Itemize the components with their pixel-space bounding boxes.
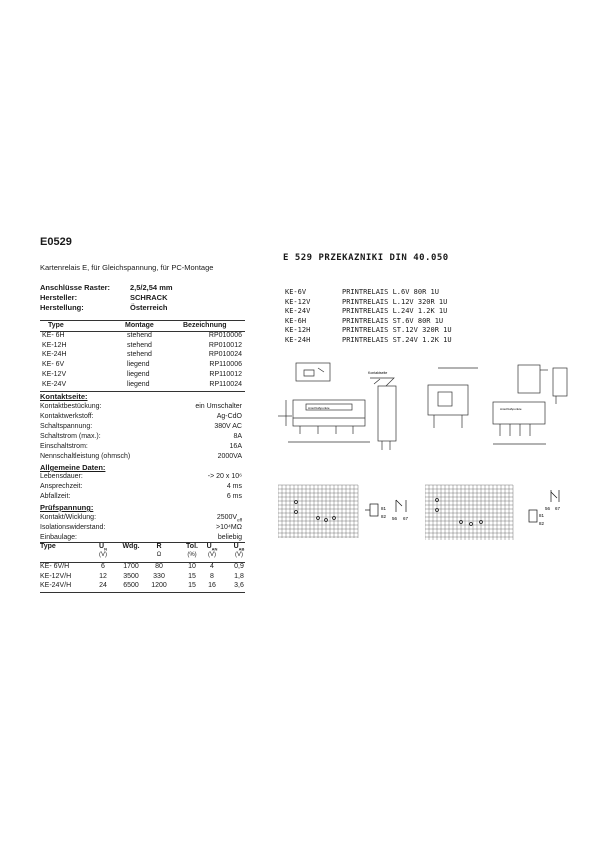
coil-cell: 1700 <box>123 563 139 570</box>
relay-dimension-drawings <box>278 360 578 465</box>
relay-base-view <box>493 402 545 424</box>
pin-label-67: 67 <box>403 516 409 521</box>
meta-value-raster: 2,5/2,54 mm <box>130 283 173 292</box>
pcb-grid-liegend <box>278 480 438 540</box>
coil-header-text: R <box>156 543 162 550</box>
coil-header-text: U <box>99 543 105 550</box>
coil-cell: KE-24V/H <box>40 582 72 589</box>
right-type-cell: KE-12H <box>285 326 311 335</box>
section-kontaktseite: Kontaktseite: <box>40 392 88 401</box>
coil-unit-cell: Ω <box>156 552 162 558</box>
coil-header-sub: AN <box>211 546 218 552</box>
spec-value: 8A <box>233 433 242 440</box>
section-allgemein: Allgemeine Daten: <box>40 463 106 472</box>
coil-header-cell <box>203 543 221 551</box>
coil-header-text: Type <box>40 543 56 550</box>
coil-cell: KE- 6V/H <box>40 563 70 570</box>
coil-table-bottom-rule <box>40 592 245 593</box>
coil-header-text: U <box>233 543 239 550</box>
type-cell: KE-24H <box>42 351 67 359</box>
spec-label: Lebensdauer: <box>40 473 83 480</box>
right-type-cell: KE-6H <box>285 316 307 325</box>
coil-header-text: Wdg. <box>122 543 140 550</box>
right-desc-cell: PRINTRELAIS ST.6V 80R 1U <box>342 316 444 325</box>
coil-header-cell <box>150 543 168 550</box>
coil-cell: 4 <box>210 563 214 570</box>
coil-unit-cell: (V) <box>235 552 243 558</box>
coil-header-cell <box>229 543 249 551</box>
montage-cell: stehend <box>127 332 152 339</box>
document-code: E0529 <box>40 236 72 248</box>
spec-value: Ag-CdO <box>216 413 242 420</box>
spec-value: ein Umschalter <box>195 403 242 410</box>
spec-label: Kontaktbestückung: <box>40 403 102 410</box>
bezeichnung-cell: RP010024 <box>208 351 242 359</box>
spec-value: 380V AC <box>214 423 242 430</box>
montage-cell: liegend <box>127 370 150 378</box>
right-desc-cell: PRINTRELAIS L.6V 80R 1U <box>342 288 439 296</box>
meta-value-herstellung: Österreich <box>130 303 168 312</box>
spec-label: Kontakt/Wicklung: <box>40 514 97 521</box>
type-cell: KE- 6V <box>42 361 65 369</box>
spec-label: Nennschaltleistung (ohmsch) <box>40 453 131 460</box>
spec-label: Schaltstrom (max.): <box>40 433 101 440</box>
pcb-grid-stehend <box>425 480 575 550</box>
spec-value-subscript: eff <box>237 517 242 523</box>
coil-cell: KE-12V/H <box>40 572 72 580</box>
coil-header-sub: N <box>104 546 107 552</box>
coil-cell: 15 <box>188 572 196 580</box>
right-desc-cell: PRINTRELAIS ST.24V 1.2K 1U <box>342 336 452 344</box>
coil-cell: 0,9 <box>234 563 244 570</box>
spec-label: Ansprechzeit: <box>40 483 83 490</box>
right-title: E 529 PRZEKAZNIKI DIN 40.050 <box>283 253 449 263</box>
type-cell: KE- 6H <box>42 332 65 339</box>
type-cell: KE-24V <box>42 380 67 388</box>
coil-cell: 16 <box>208 582 216 589</box>
montage-cell: stehend <box>127 341 152 349</box>
coil-header-cell <box>94 543 112 551</box>
montage-cell: stehend <box>127 351 152 359</box>
spec-label: Kontaktwerkstoff: <box>40 413 94 420</box>
coil-cell: 3500 <box>123 572 139 580</box>
coil-cell: 6 <box>101 563 105 570</box>
coil-label-82-b: 82 <box>539 521 545 526</box>
section-pruefspannung: Prüfspannung: <box>40 503 94 512</box>
spec-value: >10⁴MΩ <box>216 524 242 531</box>
coil-cell: 80 <box>155 563 163 570</box>
right-type-cell: KE-12V <box>285 297 311 306</box>
spec-label: Isolationswiderstand: <box>40 524 106 531</box>
coil-cell: 1,8 <box>234 572 244 580</box>
drawing-label-anschluss-2: Anschlußpunkte <box>500 407 522 411</box>
type-table-header-bezeichnung: Bezeichnung <box>183 322 227 329</box>
coil-cell: 1200 <box>151 582 167 589</box>
coil-cell: 10 <box>188 563 196 570</box>
bezeichnung-cell: RP110012 <box>209 370 242 378</box>
spec-value: 6 ms <box>226 493 242 500</box>
coil-cell: 3,6 <box>234 582 244 589</box>
pin-label-56: 56 <box>392 516 398 521</box>
meta-key-hersteller: Hersteller: <box>40 293 78 302</box>
meta-key-herstellung: Herstellung: <box>40 303 84 312</box>
right-desc-cell: PRINTRELAIS L.24V 1.2K 1U <box>342 307 448 316</box>
bezeichnung-cell: RP010006 <box>208 332 242 339</box>
spec-value: beliebig <box>217 534 242 541</box>
type-table-header-montage: Montage <box>125 322 154 329</box>
coil-header-cell <box>180 543 204 550</box>
relay-side-right <box>553 368 567 396</box>
spec-label: Abfallzeit: <box>40 493 71 500</box>
meta-value-hersteller: SCHRACK <box>130 293 168 302</box>
right-desc-cell: PRINTRELAIS ST.12V 320R 1U <box>342 326 452 335</box>
type-cell: KE-12V <box>42 370 67 378</box>
right-type-cell: KE-24V <box>285 307 311 316</box>
right-type-cell: KE-24H <box>285 336 311 344</box>
coil-unit-cell: (V) <box>99 552 107 558</box>
montage-cell: liegend <box>127 361 150 369</box>
coil-unit-cell: (V) <box>208 552 216 558</box>
coil-header-text: Tol. <box>186 543 198 550</box>
coil-symbol-a <box>370 504 378 516</box>
relay-standing-outline <box>428 385 468 415</box>
coil-header-text: U <box>206 543 212 550</box>
coil-unit-cell: (%) <box>187 552 197 558</box>
pin-label-56-b: 56 <box>545 506 551 511</box>
coil-cell: 15 <box>188 582 196 589</box>
right-desc-cell: PRINTRELAIS L.12V 320R 1U <box>342 297 448 306</box>
spec-value-text: 2500V <box>216 514 238 521</box>
spec-label: Einbaulage: <box>40 534 77 541</box>
spec-label: Schaltspannung: <box>40 423 93 430</box>
coil-header-cell <box>117 543 145 550</box>
coil-cell: 12 <box>99 572 107 580</box>
bezeichnung-cell: RP110024 <box>209 380 242 388</box>
coil-cell: 6500 <box>123 582 139 589</box>
montage-cell: liegend <box>127 380 150 388</box>
type-table-header-type: Type <box>48 322 64 329</box>
meta-key-raster: Anschlüsse Raster: <box>40 283 111 292</box>
spec-value: 16A <box>229 443 242 450</box>
relay-front-view <box>378 386 396 441</box>
coil-cell: 8 <box>210 572 214 580</box>
bezeichnung-cell: RP010012 <box>208 341 242 349</box>
pin-label-67-b: 67 <box>555 506 561 511</box>
coil-label-81-b: 81 <box>539 513 545 518</box>
bezeichnung-cell: RP110006 <box>209 361 242 369</box>
coil-label-82: 82 <box>381 514 387 519</box>
relay-top-view-box <box>296 363 330 381</box>
coil-cell: 330 <box>153 572 165 580</box>
spec-value: -> 20 x 10⁶ <box>207 473 242 480</box>
coil-cell: 24 <box>99 582 107 589</box>
coil-symbol-b <box>529 510 537 522</box>
drawing-label-kontakt: Kontaktseite <box>368 371 388 375</box>
spec-label: Einschaltstrom: <box>40 443 88 450</box>
drawing-label-anschluss: Anschlußpunkte <box>308 406 330 410</box>
spec-value: 2000VA <box>217 453 242 460</box>
document-subtitle: Kartenrelais E, für Gleichspannung, für PC-Montage <box>40 263 214 272</box>
type-cell: KE-12H <box>42 341 67 349</box>
right-type-cell: KE-6V <box>285 288 307 296</box>
type-table-top-rule <box>40 320 245 321</box>
coil-label-81: 81 <box>381 506 387 511</box>
spec-value: 4 ms <box>226 483 242 490</box>
spec-value <box>150 514 242 522</box>
coil-header-sub: AB <box>238 546 245 552</box>
coil-header-cell <box>40 543 86 550</box>
